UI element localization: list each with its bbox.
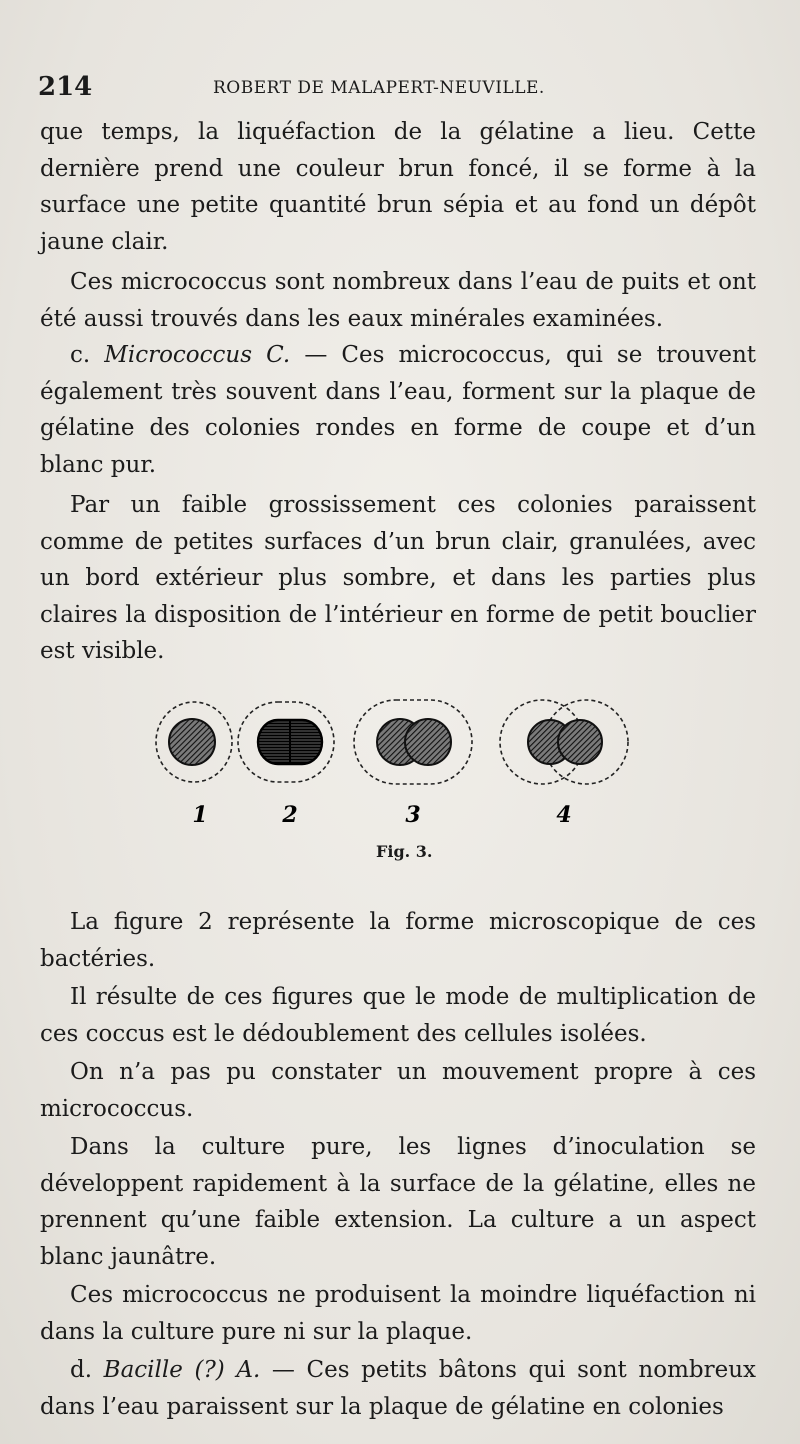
paragraph: Par un faible grossissement ces colonies paraissent comme de petites surfaces d’un brun clair, granulées, avec un bord extérieur plus sombre, et dans les parties plus claires la disposition de l’intérieur en forme de petit bouclier est visible.: [40, 492, 756, 664]
body-text-bottom: [40, 904, 756, 1425]
body-text-top: [40, 114, 756, 670]
colony-3: [354, 700, 472, 784]
running-head: ROBERT DE MALAPERT-NEUVILLE.: [213, 78, 545, 98]
paragraph: que temps, la liquéfaction de la gélatine a lieu. Cette dernière prend une couleur brun foncé, il se forme à la surface une petite quantité brun sépia et au fond un dépôt jaune clair.: [40, 119, 756, 255]
paragraph-text: — Ces micrococcus, qui se trouvent également très souvent dans l’eau, forment sur la plaque de gélatine des colonies rondes en forme de coupe et d’un blanc pur.: [40, 342, 756, 478]
paragraph: Ces micrococcus sont nombreux dans l’eau de puits et ont été aussi trouvés dans les eaux minérales examinées.: [40, 269, 756, 332]
section-letter: c.: [70, 342, 105, 368]
paragraph: On n’a pas pu constater un mouvement propre à ces micrococcus.: [40, 1059, 756, 1122]
species-name: Micrococcus C.: [104, 342, 291, 368]
page-number: 214: [38, 72, 93, 102]
figure-label-1: 1: [192, 802, 208, 828]
paragraph: La figure 2 représente la forme microscopique de ces bactéries.: [40, 909, 756, 972]
section-letter: d.: [70, 1357, 104, 1383]
paragraph: [40, 337, 756, 483]
figure-label-3: 3: [405, 802, 421, 828]
figure-label-2: 2: [282, 802, 298, 828]
paragraph: [40, 1352, 756, 1425]
figure-label-4: 4: [556, 802, 572, 828]
colony-2: [238, 702, 334, 782]
page-header: [38, 72, 758, 106]
figure-illustration: [150, 690, 650, 840]
colony-4: [500, 700, 628, 784]
species-name: Bacille (?) A.: [103, 1357, 261, 1383]
paragraph: Ces micrococcus ne produisent la moindre liquéfaction ni dans la culture pure ni sur la plaque.: [40, 1282, 756, 1345]
figure-caption: Fig. 3.: [376, 842, 433, 861]
paragraph: Il résulte de ces figures que le mode de multiplication de ces coccus est le dédoublement des cellules isolées.: [40, 984, 756, 1047]
paragraph: Dans la culture pure, les lignes d’inoculation se développent rapidement à la surface de la gélatine, elles ne prennent qu’une faible extension. La culture a un aspect blanc jaunâtre.: [40, 1134, 756, 1270]
colony-1: [156, 702, 232, 782]
paragraph-text: — Ces petits bâtons qui sont nombreux dans l’eau paraissent sur la plaque de gélatine en colonies: [40, 1357, 756, 1420]
